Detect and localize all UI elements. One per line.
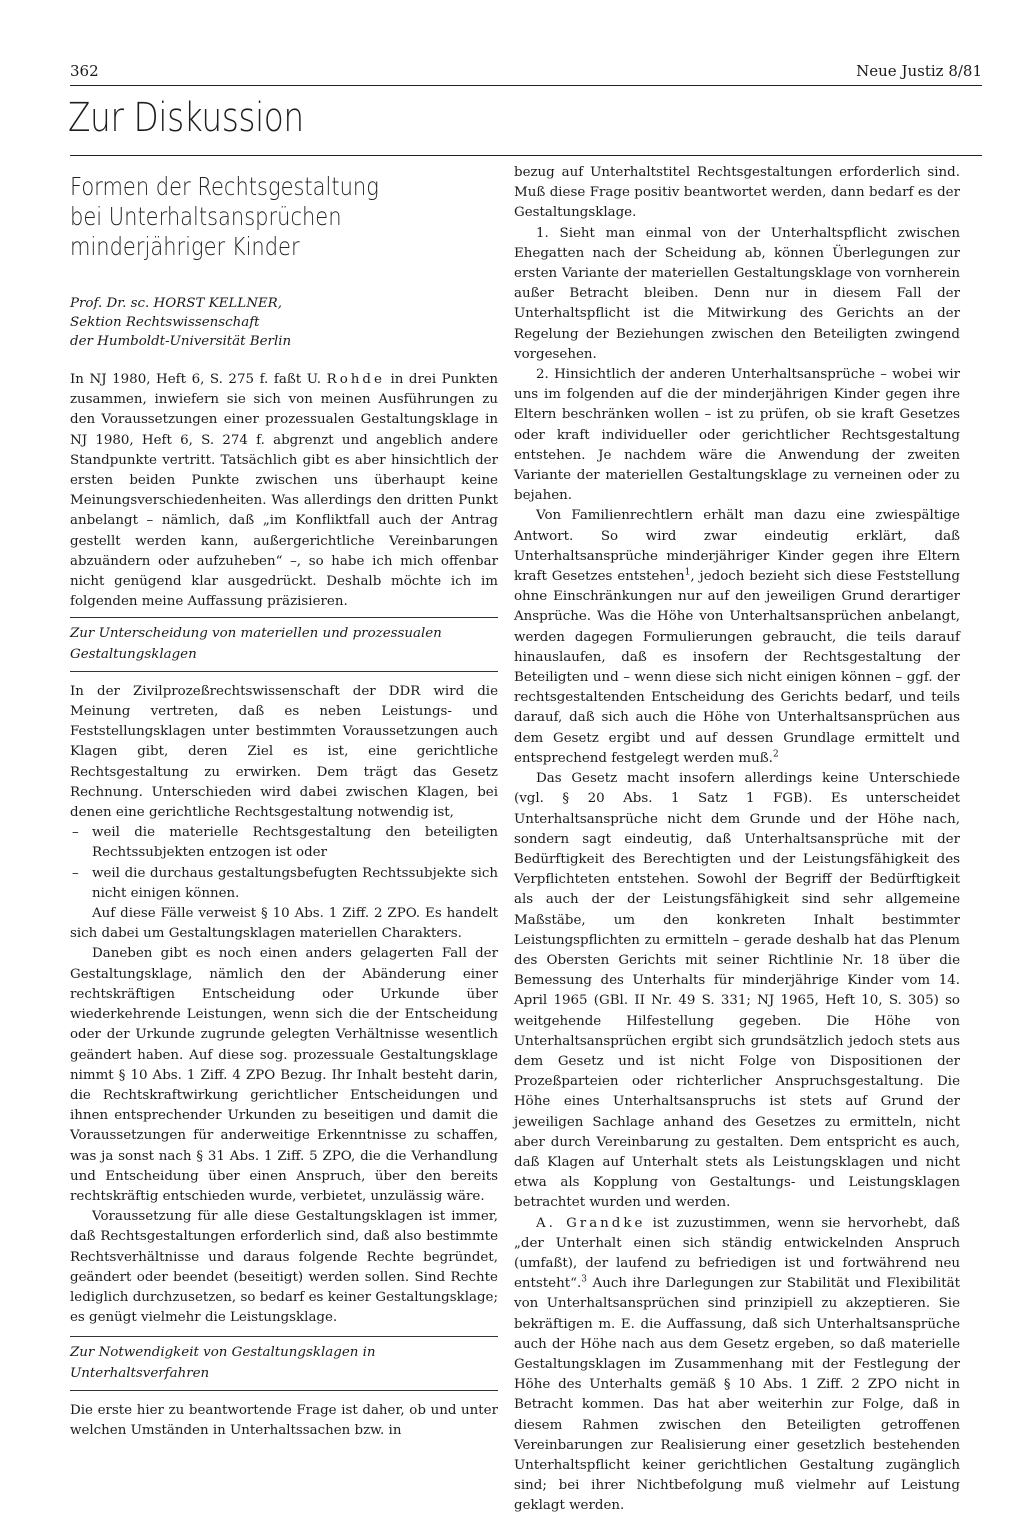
list-item: – weil die materielle Rechtsgestaltung den beteiligten Rechtssubjekten entzogen ist oder [70,823,498,863]
paragraph: Daneben gibt es noch einen anders gelagerten Fall der Gestaltungsklage, nämlich den der Abänderung einer rechtskräftigen Entscheidung oder Urkunde über wiederkehrende Leistungen, wenn sich die der Entscheidung oder der Urkunde zugrunde gelegten Verhältnisse wesentlich geändert haben. Auf diese sog. prozessuale Gestaltungsklage nimmt § 10 Abs. 1 Ziff. 4 ZPO Bezug. Ihr Inhalt besteht darin, die Rechtskraftwirkung gerichtlicher Entscheidungen und ihnen entsprechender Urkunden zu beseitigen und damit die Voraussetzungen für anderweitige Erkenntnisse zu schaffen, was ja sonst nach § 31 Abs. 1 Ziff. 5 ZPO, die die Verhandlung und Entscheidung über einen Anspruch, über den bereits rechtskräftig entschieden wurde, verbietet, unzulässig wäre. [70,946,498,1204]
intro-paragraph: In NJ 1980, Heft 6, S. 275 f. faßt U. Rohde in drei Punkten zusammen, inwiefern sie sich von meinen Ausführungen zu den Voraussetzungen einer prozessualen Gestaltungsklage in NJ 1980, Heft 6, S. 274 f. abgrenzt und angeblich andere Standpunkte vertritt. Tatsächlich gibt es aber hinsichtlich der ersten beiden Punkte zwischen uns überhaupt keine Meinungsverschiedenheiten. Was allerdings den dritten Punkt anbelangt – nämlich, daß „im Konfliktfall auch der Antrag gestellt werden kann, außergerichtliche Vereinbarungen abzuändern oder aufzuheben“ –, so habe ich mich offenbar nicht genügend klar ausgedrückt. Deshalb möchte ich im folgenden meine Auffassung präzisieren. [70,372,498,610]
cited-author-name: A. Grandke [536,1215,646,1231]
subheading: Zur Notwendigkeit von Gestaltungsklagen in Unterhaltsverfahren [70,1345,376,1381]
list-item: – weil die durchaus gestaltungsbefugten Rechtssubjekte sich nicht einigen können. [70,864,498,904]
subhead-rule-bottom [70,671,498,672]
author-block [70,294,498,351]
subheading: Zur Unterscheidung von materiellen und prozessualen Gestaltungsklagen [70,626,442,662]
section-title: Zur Diskussion [68,95,304,141]
right-column [514,163,960,1517]
footnote-marker: 1 [684,567,691,578]
page-number: 362 [70,62,99,80]
article-title-line: Formen der Rechtsgestaltung [70,172,379,201]
article-title [70,172,431,262]
subhead-rule-top [70,617,498,618]
author-name: Prof. Dr. sc. HORST KELLNER, [70,296,283,311]
paragraph: Von Familienrechtlern erhält man dazu eine zwiespältige Antwort. So wird zwar eindeutig erklärt, daß Unterhaltsansprüche minderjähriger Kinder gegen ihre Eltern kraft Gesetzes entstehen$^1$, jedoch bezieht sich diese Feststellung ohne Einschränkungen nur auf den jeweiligen Grund derartiger Ansprüche. Was die Höhe von Unterhaltsansprüchen anbelangt, werden dagegen Formulierungen gebraucht, die teils darauf hinauslaufen, daß es insofern der Rechtsgestaltung der Beteiligten und – wenn diese sich nicht einigen können – ggf. der rechtsgestaltenden Entscheidung des Gerichts bedarf, und teils darauf, daß sich auch die Höhe von Unterhaltsansprüchen aus dem Gesetz ergibt und auf dessen Grundlage ermittelt und entsprechend festgelegt werden muß.$^2$ [514,508,960,766]
journal-issue: Neue Justiz 8/81 [856,62,982,80]
paragraph: A. Grandke ist zuzustimmen, wenn sie hervorhebt, daß „der Unterhalt einen sich ständig entwickelnden Anspruch (umfaßt), der laufend zu befriedigen ist und fortwährend neu entsteht“.$^3$ Auch ihre Darlegungen zur Stabilität und Flexibilität von Unterhaltsansprüchen sind prinzipiell zu akzeptieren. Sie bekräftigen m. E. die Auffassung, daß sich Unterhaltsansprüche auch der Höhe nach aus dem Gesetz ergeben, so daß materielle Gestaltungsklagen im Zusammenhang mit der Festlegung der Höhe des Unterhalts gemäß § 10 Abs. 1 Ziff. 2 ZPO nicht in Betracht kommen. Das hat aber weiterhin zur Folge, daß in diesem Rahmen zwischen den Beteiligten getroffenen Vereinbarungen zur Realisierung einer gesetzlich bestehenden Unterhaltspflicht keiner gerichtlichen Gestaltung zugänglich sind; bei ihrer Nichtbefolgung muß vielmehr auf Leistung geklagt werden. [514,1215,960,1514]
paragraph: 2. Hinsichtlich der anderen Unterhaltsansprüche – wobei wir uns im folgenden auf die der minderjährigen Kinder gegen ihre Eltern beschränken wollen – ist zu prüfen, ob sie kraft Gesetzes oder kraft individueller oder gerichtlicher Rechtsgestaltung entstehen. Je nachdem wäre die Anwendung der zweiten Variante der materiellen Gestaltungsklage zu verneinen oder zu bejahen. [514,367,960,504]
subhead-rule-top [70,1336,498,1337]
paragraph: Voraussetzung für alle diese Gestaltungsklagen ist immer, daß Rechtsgestaltungen erforderlich sind, daß also bestimmte Rechtsverhältnisse und daraus folgende Rechte begründet, geändert oder beendet (beseitigt) werden sollen. Sind Rechte lediglich durchzusetzen, so bedarf es keiner Gestaltungsklage; es genügt vielmehr die Leistungsklage. [70,1209,498,1326]
article-title-line: minderjähriger Kinder [70,232,300,261]
footnote-marker: 3 [581,1274,587,1285]
cited-author-name: Rohde [326,372,385,387]
bullet-list [70,823,498,904]
author-department: Sektion Rechtswissenschaft [70,315,260,330]
left-column [70,370,498,1441]
article-title-line: bei Unterhaltsansprüchen [70,202,342,231]
subhead-rule-bottom [70,1390,498,1391]
paragraph: Die erste hier zu beantwortende Frage ist daher, ob und unter welchen Umständen in Unterhaltssachen bzw. in [70,1402,498,1438]
section-title-rule [70,155,982,156]
paragraph: In der Zivilprozeßrechtswissenschaft der DDR wird die Meinung vertreten, daß es neben Leistungs- und Feststellungsklagen unter bestimmten Voraussetzungen auch Klagen gibt, deren Ziel es ist, eine gerichtliche Rechtsgestaltung zu erwirken. Dem trägt das Gesetz Rechnung. Unterschieden wird dabei zwischen Klagen, bei denen eine gerichtliche Rechtsgestaltung notwendig ist, [70,683,498,821]
author-institution: der Humboldt-Universität Berlin [70,334,292,349]
paragraph: Auf diese Fälle verweist § 10 Abs. 1 Ziff. 2 ZPO. Es handelt sich dabei um Gestaltungsklagen materiellen Charakters. [70,906,498,942]
header-rule [70,85,982,86]
footnote-marker: 2 [772,749,779,760]
paragraph: 1. Sieht man einmal von der Unterhaltspflicht zwischen Ehegatten nach der Scheidung ab, können Überlegungen zur ersten Variante der materiellen Gestaltungsklage von vornherein außer Betracht bleiben. Denn nur in diesem Fall der Unterhaltspflicht ist die Mitwirkung des Gerichts an der Regelung der Beziehungen zwischen den Beteiligten zwingend vorgesehen. [514,225,960,362]
paragraph: bezug auf Unterhaltstitel Rechtsgestaltungen erforderlich sind. Muß diese Frage positiv beantwortet werden, dann bedarf es der Gestaltungsklage. [514,165,960,221]
paragraph: Das Gesetz macht insofern allerdings keine Unterschiede (vgl. § 20 Abs. 1 Satz 1 FGB). Es unterscheidet Unterhaltsansprüche nicht dem Grunde und der Höhe nach, sondern sagt eindeutig, daß Unterhaltsansprüche mit der Bedürftigkeit des Berechtigten und der Leistungsfähigkeit des Verpflichteten entstehen. Sowohl der Begriff der Bedürftigkeit als auch der der Leistungsfähigkeit sind sehr allgemeine Maßstäbe, um den konkreten Inhalt bestimmter Leistungspflichten zu ermitteln – gerade deshalb hat das Plenum des Obersten Gerichts mit seiner Richtlinie Nr. 18 über die Bemessung des Unterhalts für minderjährige Kinder vom 14. April 1965 (GBl. II Nr. 49 S. 331; NJ 1965, Heft 10, S. 305) so weitgehende Hilfestellung gegeben. Die Höhe von Unterhaltsansprüchen ergibt sich grundsätzlich jedoch stets aus dem Gesetz und ist nicht Folge von Dispositionen der Prozeßparteien oder richterlicher Anspruchsgestaltung. Die Höhe eines Unterhaltsanspruchs ist stets auf Grund der jeweiligen Sachlage anhand des Gesetzes zu ermitteln, nicht aber durch Vereinbarung zu gestalten. Dem entspricht es auch, daß Klagen auf Unterhalt stets als Leistungsklagen und nicht etwa als Kopplung von Gestaltungs- und Leistungsklagen betrachtet wurden und werden. [514,771,960,1211]
